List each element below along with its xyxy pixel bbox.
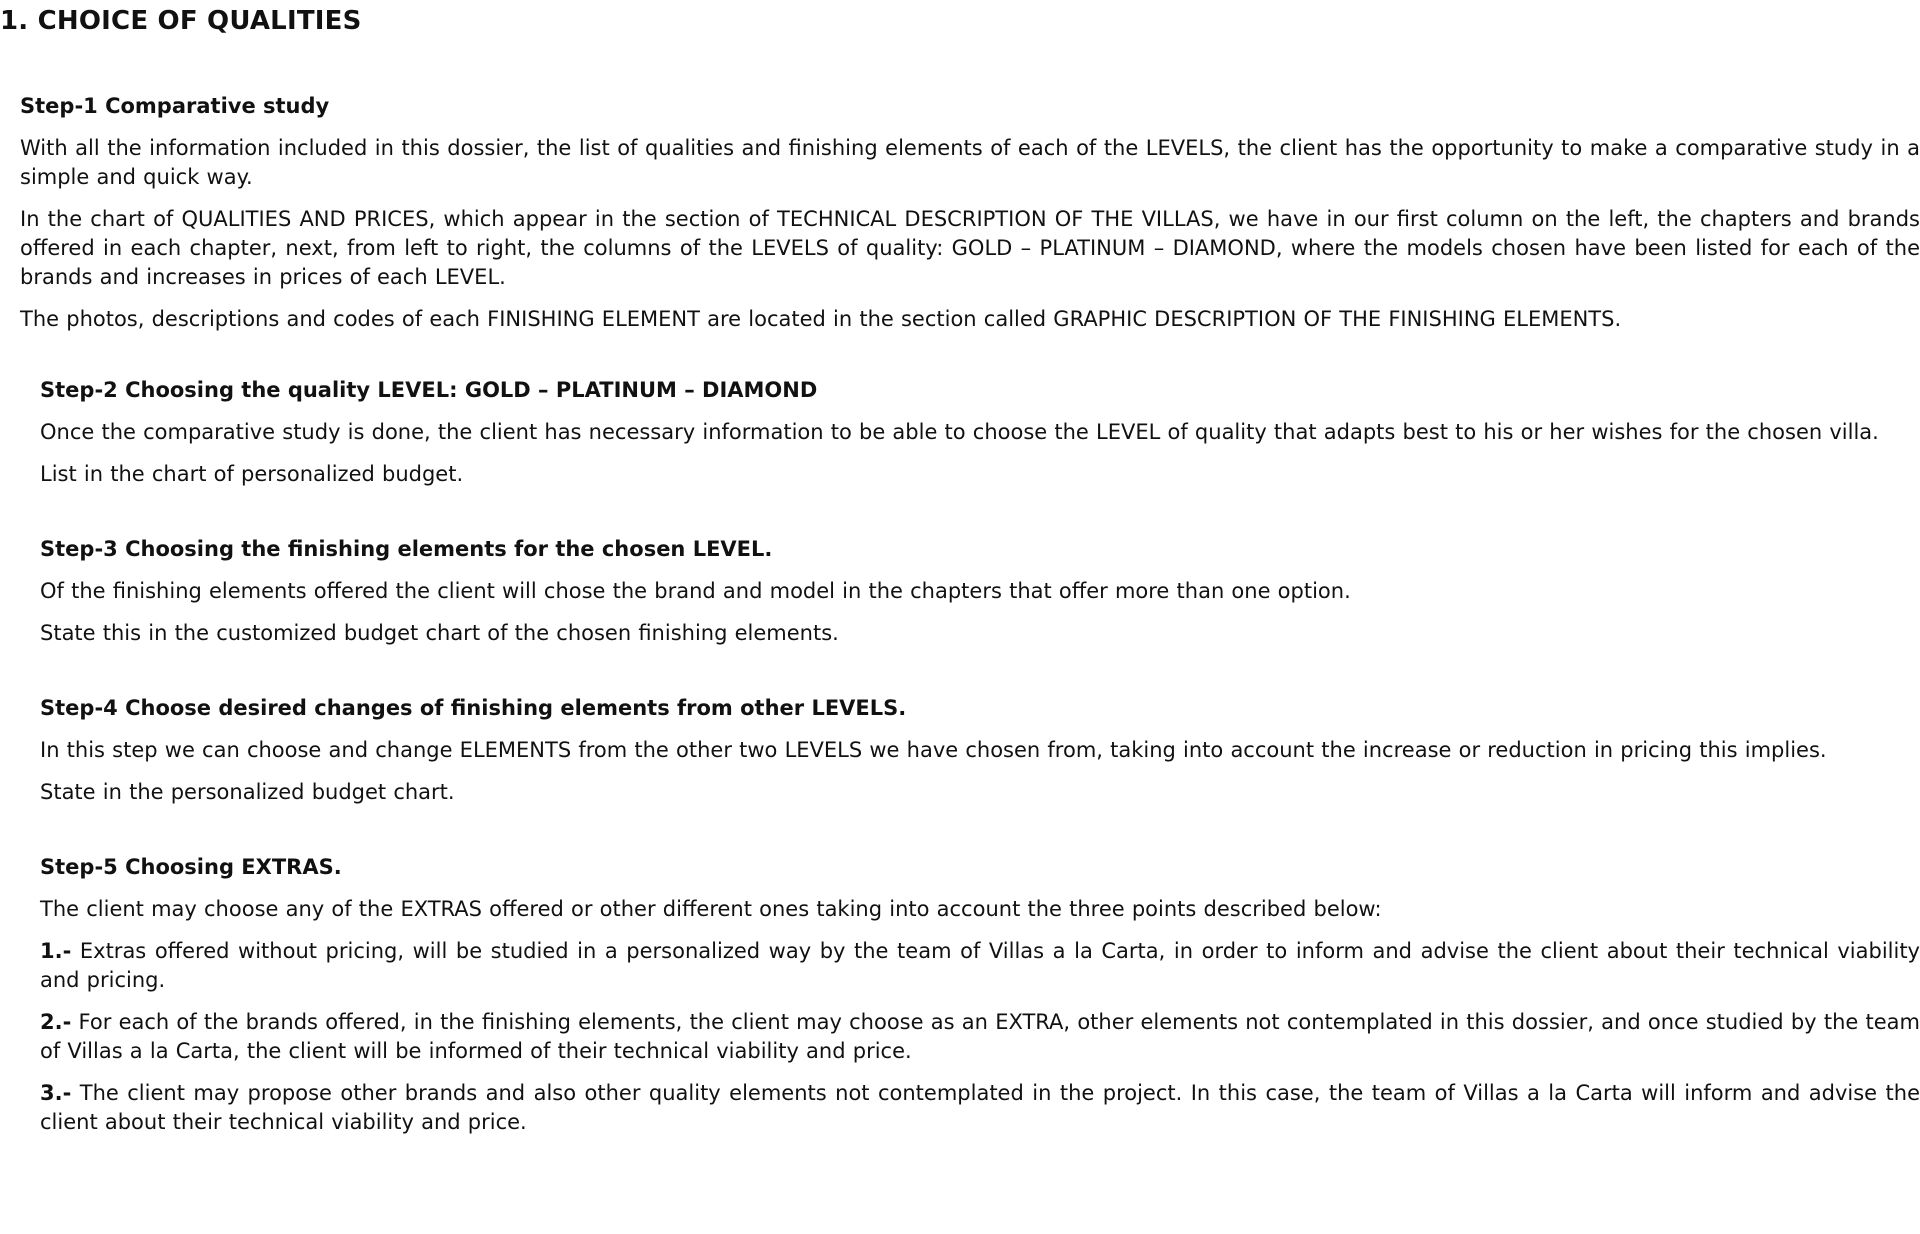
step-2-section	[0, 376, 1920, 489]
step-5-intro: The client may choose any of the EXTRAS offered or other different ones taking into account the three points described below:	[40, 897, 1382, 921]
step-5-point-1	[40, 937, 1920, 995]
point-1-text: Extras offered without pricing, will be studied in a personalized way by the team of Villas a la Carta, in order to inform and advise the client about their technical viability and pricing.	[40, 939, 1920, 992]
page-title: 1. CHOICE OF QUALITIES	[0, 6, 362, 36]
step-1-section	[0, 92, 1920, 334]
point-1-number: 1.-	[40, 939, 72, 963]
point-3-number: 3.-	[40, 1081, 72, 1105]
step-5-section	[0, 853, 1920, 1137]
step-2-heading: Step-2 Choosing the quality LEVEL: GOLD – PLATINUM – DIAMOND	[40, 378, 818, 402]
step-5-point-3	[40, 1079, 1920, 1137]
step-1-heading: Step-1 Comparative study	[20, 94, 330, 118]
step-1-paragraph-1: With all the information included in this dossier, the list of qualities and finishing elements of each of the LEVELS, the client has the opportunity to make a comparative study in a simple and quick way.	[20, 136, 1920, 189]
step-5-heading: Step-5 Choosing EXTRAS.	[40, 855, 342, 879]
point-2-text: For each of the brands offered, in the finishing elements, the client may choose as an EXTRA, other elements not contemplated in this dossier, and once studied by the team of Villas a la Carta, the client will be informed of their technical viability and price.	[40, 1010, 1920, 1063]
step-2-paragraph-1: Once the comparative study is done, the client has necessary information to be able to choose the LEVEL of quality that adapts best to his or her wishes for the chosen villa.	[40, 420, 1879, 444]
step-4-paragraph-2: State in the personalized budget chart.	[40, 780, 455, 804]
step-4-paragraph-1: In this step we can choose and change ELEMENTS from the other two LEVELS we have chosen from, taking into account the increase or reduction in pricing this implies.	[40, 738, 1827, 762]
point-3-text: The client may propose other brands and also other quality elements not contemplated in the project. In this case, the team of Villas a la Carta will inform and advise the client about their technical viability and price.	[40, 1081, 1920, 1134]
step-3-paragraph-1: Of the finishing elements offered the client will chose the brand and model in the chapters that offer more than one option.	[40, 579, 1351, 603]
step-3-section	[0, 535, 1920, 648]
step-3-heading: Step-3 Choosing the finishing elements for the chosen LEVEL.	[40, 537, 773, 561]
step-4-section	[0, 694, 1920, 807]
step-3-paragraph-2: State this in the customized budget chart of the chosen finishing elements.	[40, 621, 839, 645]
step-1-paragraph-2: In the chart of QUALITIES AND PRICES, which appear in the section of TECHNICAL DESCRIPTION OF THE VILLAS, we have in our first column on the left, the chapters and brands offered in each chapter, next, from left to right, the columns of the LEVELS of quality: GOLD – PLATINUM – DIAMOND, where the models chosen have been listed for each of the brands and increases in prices of each LEVEL.	[20, 207, 1920, 289]
point-2-number: 2.-	[40, 1010, 72, 1034]
step-5-point-2	[40, 1008, 1920, 1066]
step-1-paragraph-3: The photos, descriptions and codes of each FINISHING ELEMENT are located in the section called GRAPHIC DESCRIPTION OF THE FINISHING ELEMENTS.	[20, 307, 1622, 331]
step-2-paragraph-2: List in the chart of personalized budget.	[40, 462, 464, 486]
step-4-heading: Step-4 Choose desired changes of finishing elements from other LEVELS.	[40, 696, 907, 720]
